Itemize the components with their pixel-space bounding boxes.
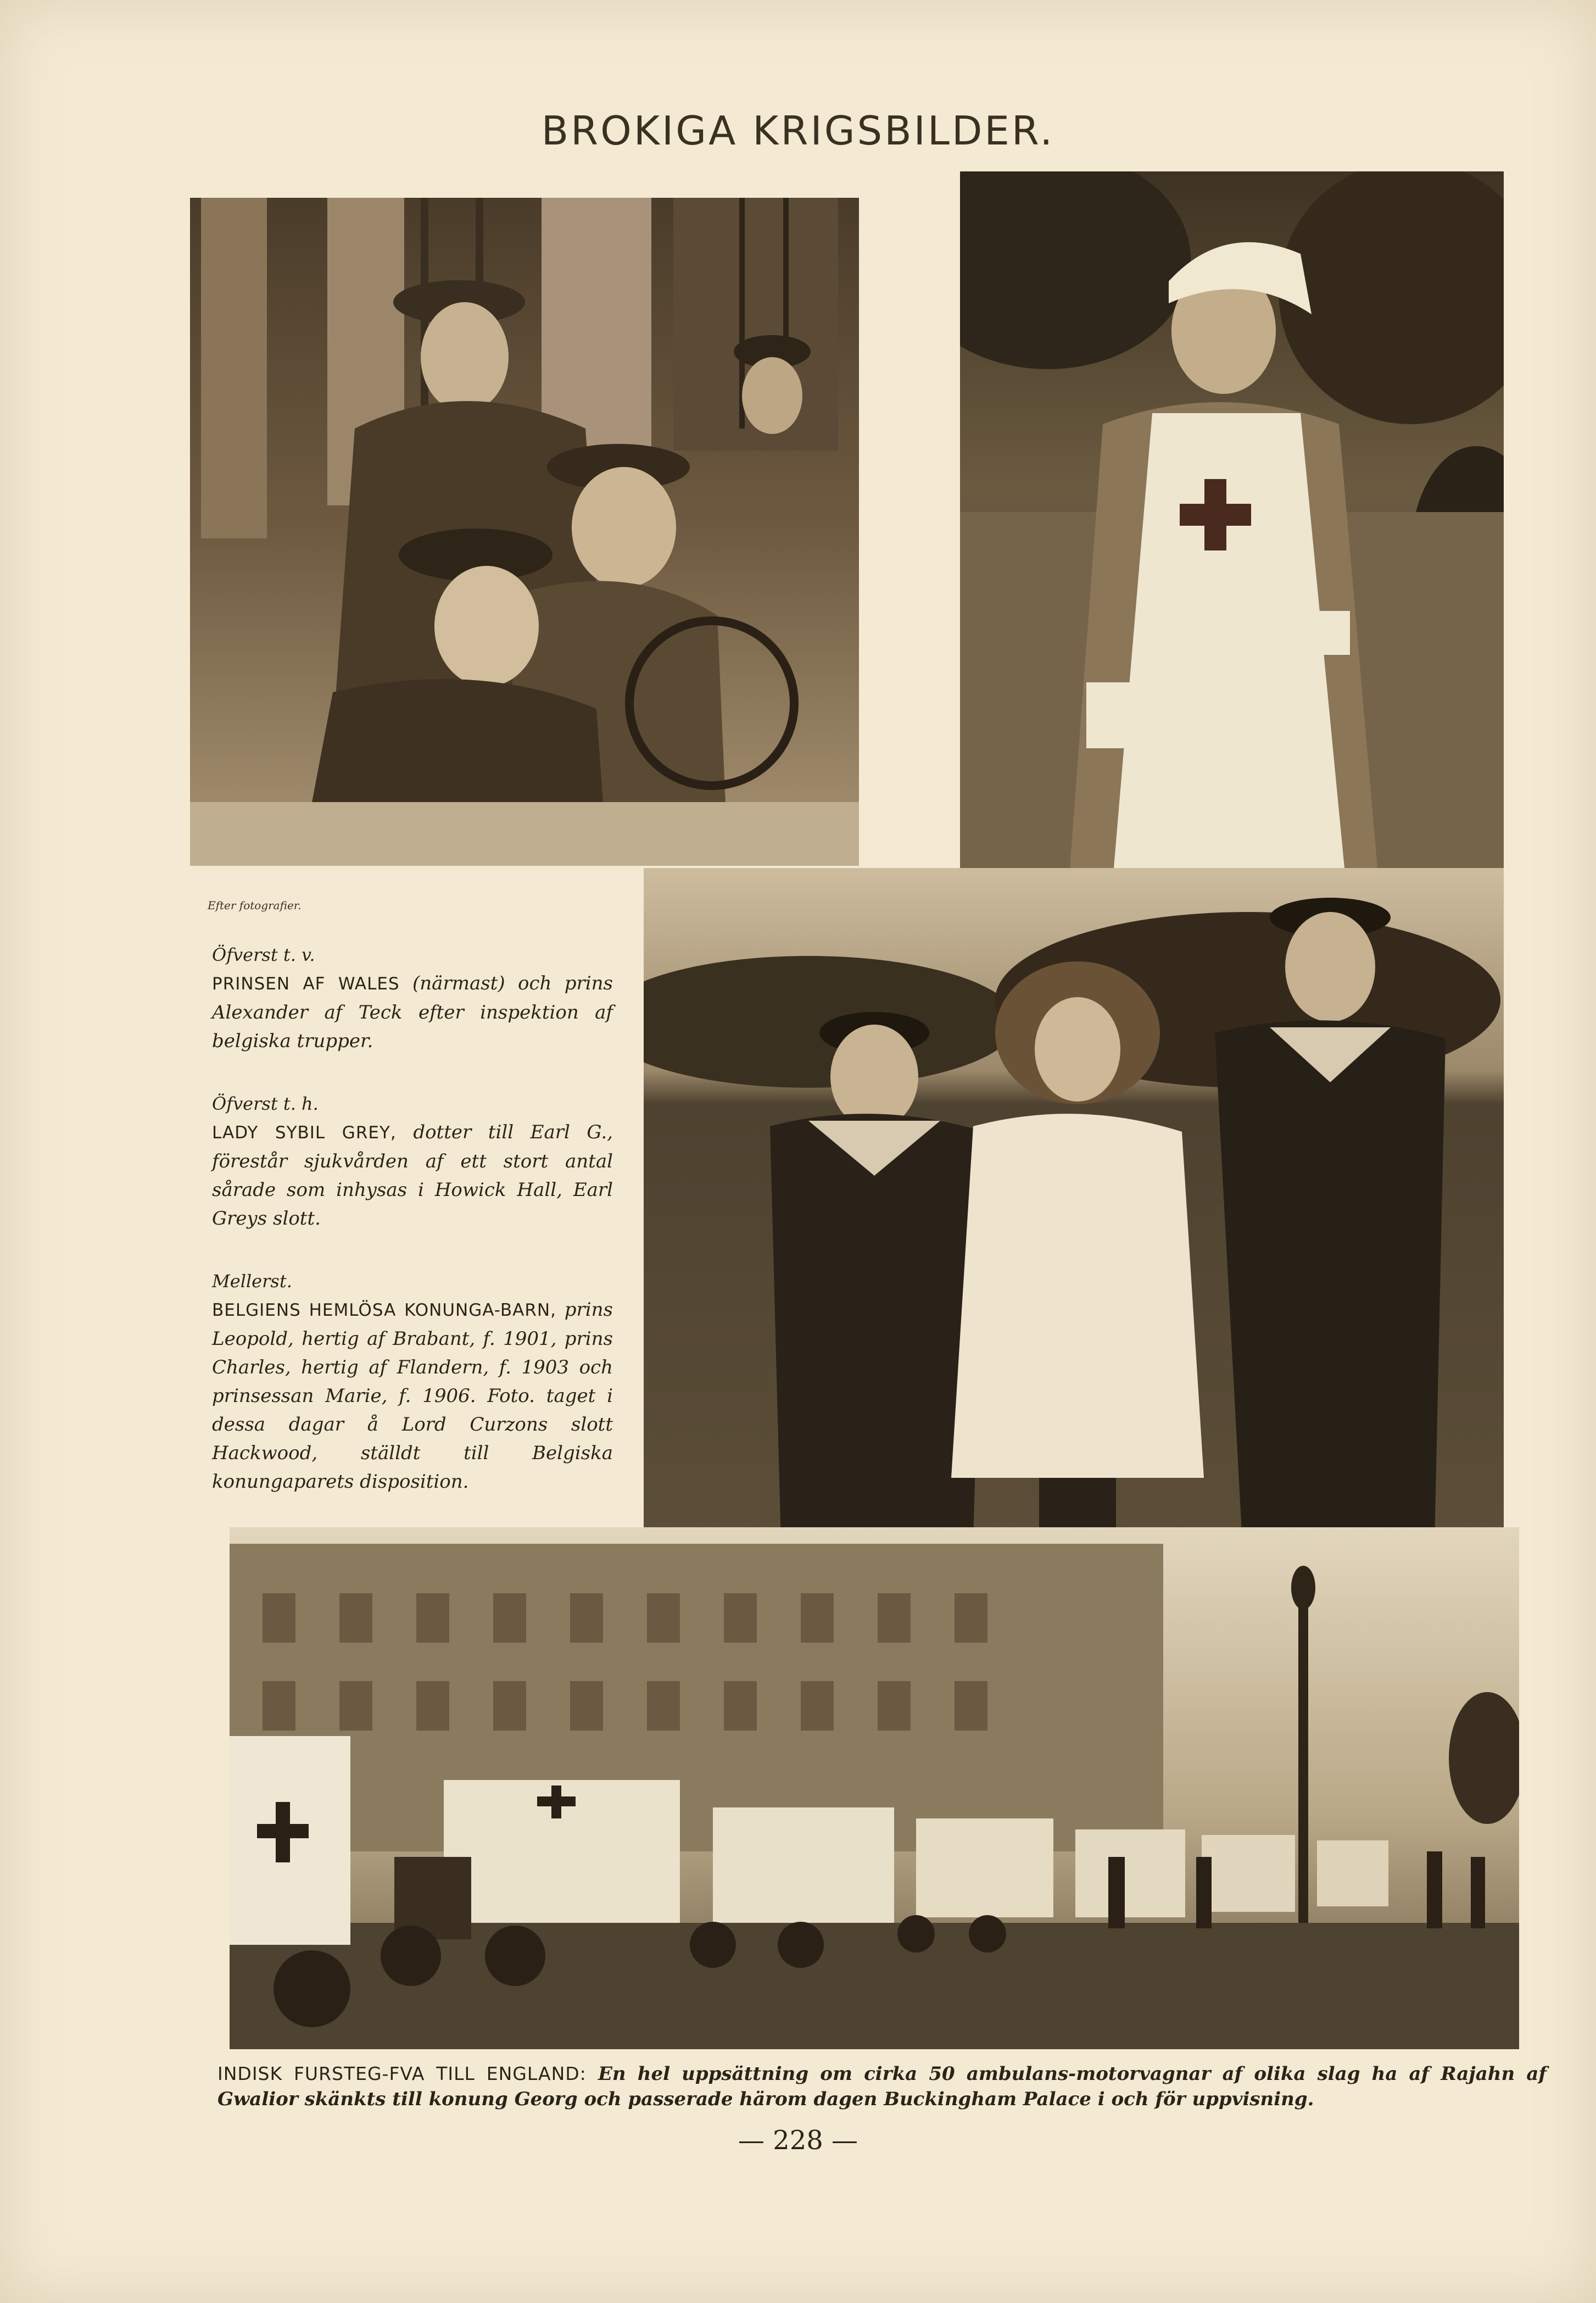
caption-middle-text: prins Leopold, hertig af Brabant, f. 1901, prins Charles, hertig af Flandern, f. 1903 och prinsessan Marie, f. 1906. Foto. taget i dessa dagar å Lord Curzons slott Hackwood, ställdt till Belgiska konungaparets disposition.	[212, 1299, 613, 1493]
page-title: BROKIGA KRIGSBILDER.	[541, 108, 1055, 154]
caption-top-right-text: dotter till Earl G., förestår sjukvården af ett stort antal sårade som inhysas i Howick Hall, Earl Greys slott.	[212, 1121, 613, 1230]
caption-top-left-caps: PRINSEN AF WALES	[212, 974, 400, 994]
caption-top-right-caps: LADY SYBIL GREY,	[212, 1123, 397, 1143]
photo-lady-sybil-grey	[960, 171, 1504, 868]
photo-prince-of-wales	[190, 198, 859, 866]
caption-column	[212, 941, 613, 1530]
caption-top-left	[212, 941, 613, 1055]
caption-top-right	[212, 1089, 613, 1233]
photo-belgian-royal-children	[644, 868, 1504, 1543]
caption-middle-body	[212, 1295, 613, 1496]
caption-top-left-lead: Öfverst t. v.	[212, 944, 315, 965]
caption-bottom-text: En hel uppsättning om cirka 50 ambulans-motorvagnar af olika slag ha af Rajahn af Gwalior skänkts till konung Georg och passerade härom dagen Buckingham Palace i och för uppvisning.	[217, 2063, 1547, 2110]
caption-top-left-body	[212, 969, 613, 1055]
caption-top-right-lead: Öfverst t. h.	[212, 1093, 319, 1114]
caption-bottom-caps: INDISK FURSTEG-FVA TILL ENGLAND:	[217, 2063, 587, 2084]
photo-credit: Efter fotografier.	[208, 899, 302, 912]
photo-ambulances-buckingham-palace	[230, 1527, 1519, 2049]
caption-middle	[212, 1267, 613, 1496]
caption-middle-caps: BELGIENS HEMLÖSA KONUNGA-BARN,	[212, 1300, 556, 1320]
page-number: — 228 —	[738, 2125, 858, 2156]
caption-middle-lead: Mellerst.	[212, 1271, 292, 1292]
caption-top-right-body	[212, 1118, 613, 1233]
caption-bottom	[217, 2061, 1547, 2112]
caption-top-left-text: (närmast) och prins Alexander af Teck efter inspektion af belgiska trupper.	[212, 972, 613, 1052]
